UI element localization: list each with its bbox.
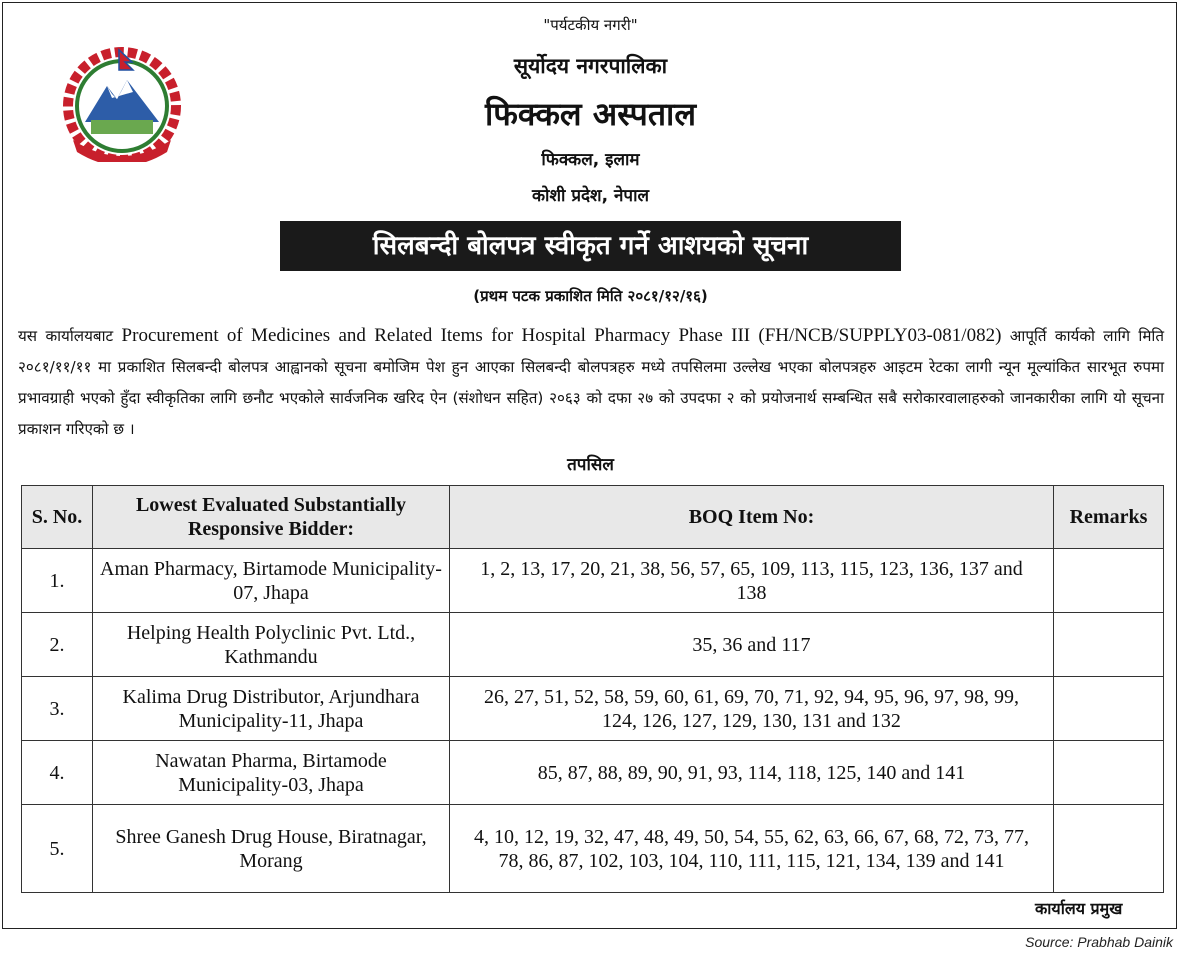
table-row [22,677,1164,741]
boq-items: 26, 27, 51, 52, 58, 59, 60, 61, 69, 70, 71, 92, 94, 95, 96, 97, 98, 99, 124, 126, 127, 129, 130, 131 and 132 [484,685,1019,732]
table-header-row [22,486,1164,549]
address-line-1: फिक्कल, इलाम [541,150,640,170]
cell-items [450,677,1054,741]
cell-sn: 5. [22,805,93,893]
schedule-heading: तपसिल [567,455,614,475]
cell-bidder [93,805,450,893]
cell-bidder [93,549,450,613]
body-prefix: यस कार्यालयबाट [18,327,122,345]
bidder-name: Nawatan Pharma, Birtamode Municipality-03, Jhapa [155,749,387,796]
bidder-name: Kalima Drug Distributor, Arjundhara Municipality-11, Jhapa [122,685,420,732]
cell-sn: 2. [22,613,93,677]
table-row [22,741,1164,805]
signatory: कार्यालय प्रमुख [1035,899,1123,918]
cell-remarks [1054,805,1164,893]
municipality-name: सूर्योदय नगरपालिका [513,54,668,78]
cell-items [450,741,1054,805]
header-remarks: Remarks [1054,486,1164,549]
address-line-2: कोशी प्रदेश, नेपाल [532,186,649,206]
cell-remarks [1054,549,1164,613]
cell-bidder [93,613,450,677]
boq-items: 4, 10, 12, 19, 32, 47, 48, 49, 50, 54, 55, 62, 63, 66, 67, 68, 72, 73, 77, 78, 86, 87, 102, 103, 104, 110, 111, 115, 121, 134, 139 and 141 [474,825,1029,872]
bid-table [21,485,1164,893]
cell-remarks [1054,677,1164,741]
table-row [22,805,1164,893]
boq-items: 35, 36 and 117 [692,633,811,656]
cell-sn: 3. [22,677,93,741]
cell-bidder [93,677,450,741]
boq-items: 1, 2, 13, 17, 20, 21, 38, 56, 57, 65, 109, 113, 115, 123, 136, 137 and 138 [480,557,1023,604]
cell-remarks [1054,741,1164,805]
body-procurement: Procurement of Medicines and Related Items for Hospital Pharmacy Phase III (FH/NCB/SUPPLY03-081/082) [121,325,1002,346]
bidder-name: Helping Health Polyclinic Pvt. Ltd., Kathmandu [126,621,416,668]
cell-remarks [1054,613,1164,677]
bidder-name: Aman Pharmacy, Birtamode Municipality-07, Jhapa [100,557,442,604]
cell-sn: 1. [22,549,93,613]
header-sn: S. No. [22,486,93,549]
notice-title: सिलबन्दी बोलपत्र स्वीकृत गर्ने आशयको सूचना [280,221,901,271]
cell-items [450,549,1054,613]
bidder-name: Shree Ganesh Drug House, Biratnagar, Morang [115,825,427,872]
publication-note: (प्रथम पटक प्रकाशित मिति २०८१/१२/१६) [473,287,708,305]
notice-body [18,320,1164,445]
tagline: "पर्यटकीय नगरी" [543,16,638,34]
header-items: BOQ Item No: [450,486,1054,549]
cell-bidder [93,741,450,805]
cell-sn: 4. [22,741,93,805]
boq-items: 85, 87, 88, 89, 90, 91, 93, 114, 118, 125, 140 and 141 [537,761,966,784]
cell-items [450,613,1054,677]
cell-items [450,805,1054,893]
hospital-name: फिक्कल अस्पताल [484,95,697,133]
body-rest: आपूर्ति कार्यको लागि मिति २०८१/११/११ मा प्रकाशित सिलबन्दी बोलपत्र आह्वानको सूचना बमोजिम पेश हुन आएका सिलबन्दी बोलपत्रहरु मध्ये तपसिलमा उल्लेख भएका बोलपत्रहरु आइटम रेटका लागी न्यून मूल्यांकित सारभूत रुपमा प्रभावग्राही भएको हुँदा स्वीकृतिका लागि छनौट भएकोले सार्वजनिक खरिद ऐन (संशोधन सहित) २०६३ को दफा २७ को उपदफा २ को प्रयोजनार्थ सम्बन्धित सबै सरोकारवालाहरुको जानकारीका लागि यो सूचना प्रकाशन गरिएको छ । [18,327,1164,438]
source-credit: Source: Prabhab Dainik [1025,934,1173,950]
table-row [22,549,1164,613]
table-row [22,613,1164,677]
header-bidder: Lowest Evaluated Substantially Responsive Bidder: [93,486,450,549]
